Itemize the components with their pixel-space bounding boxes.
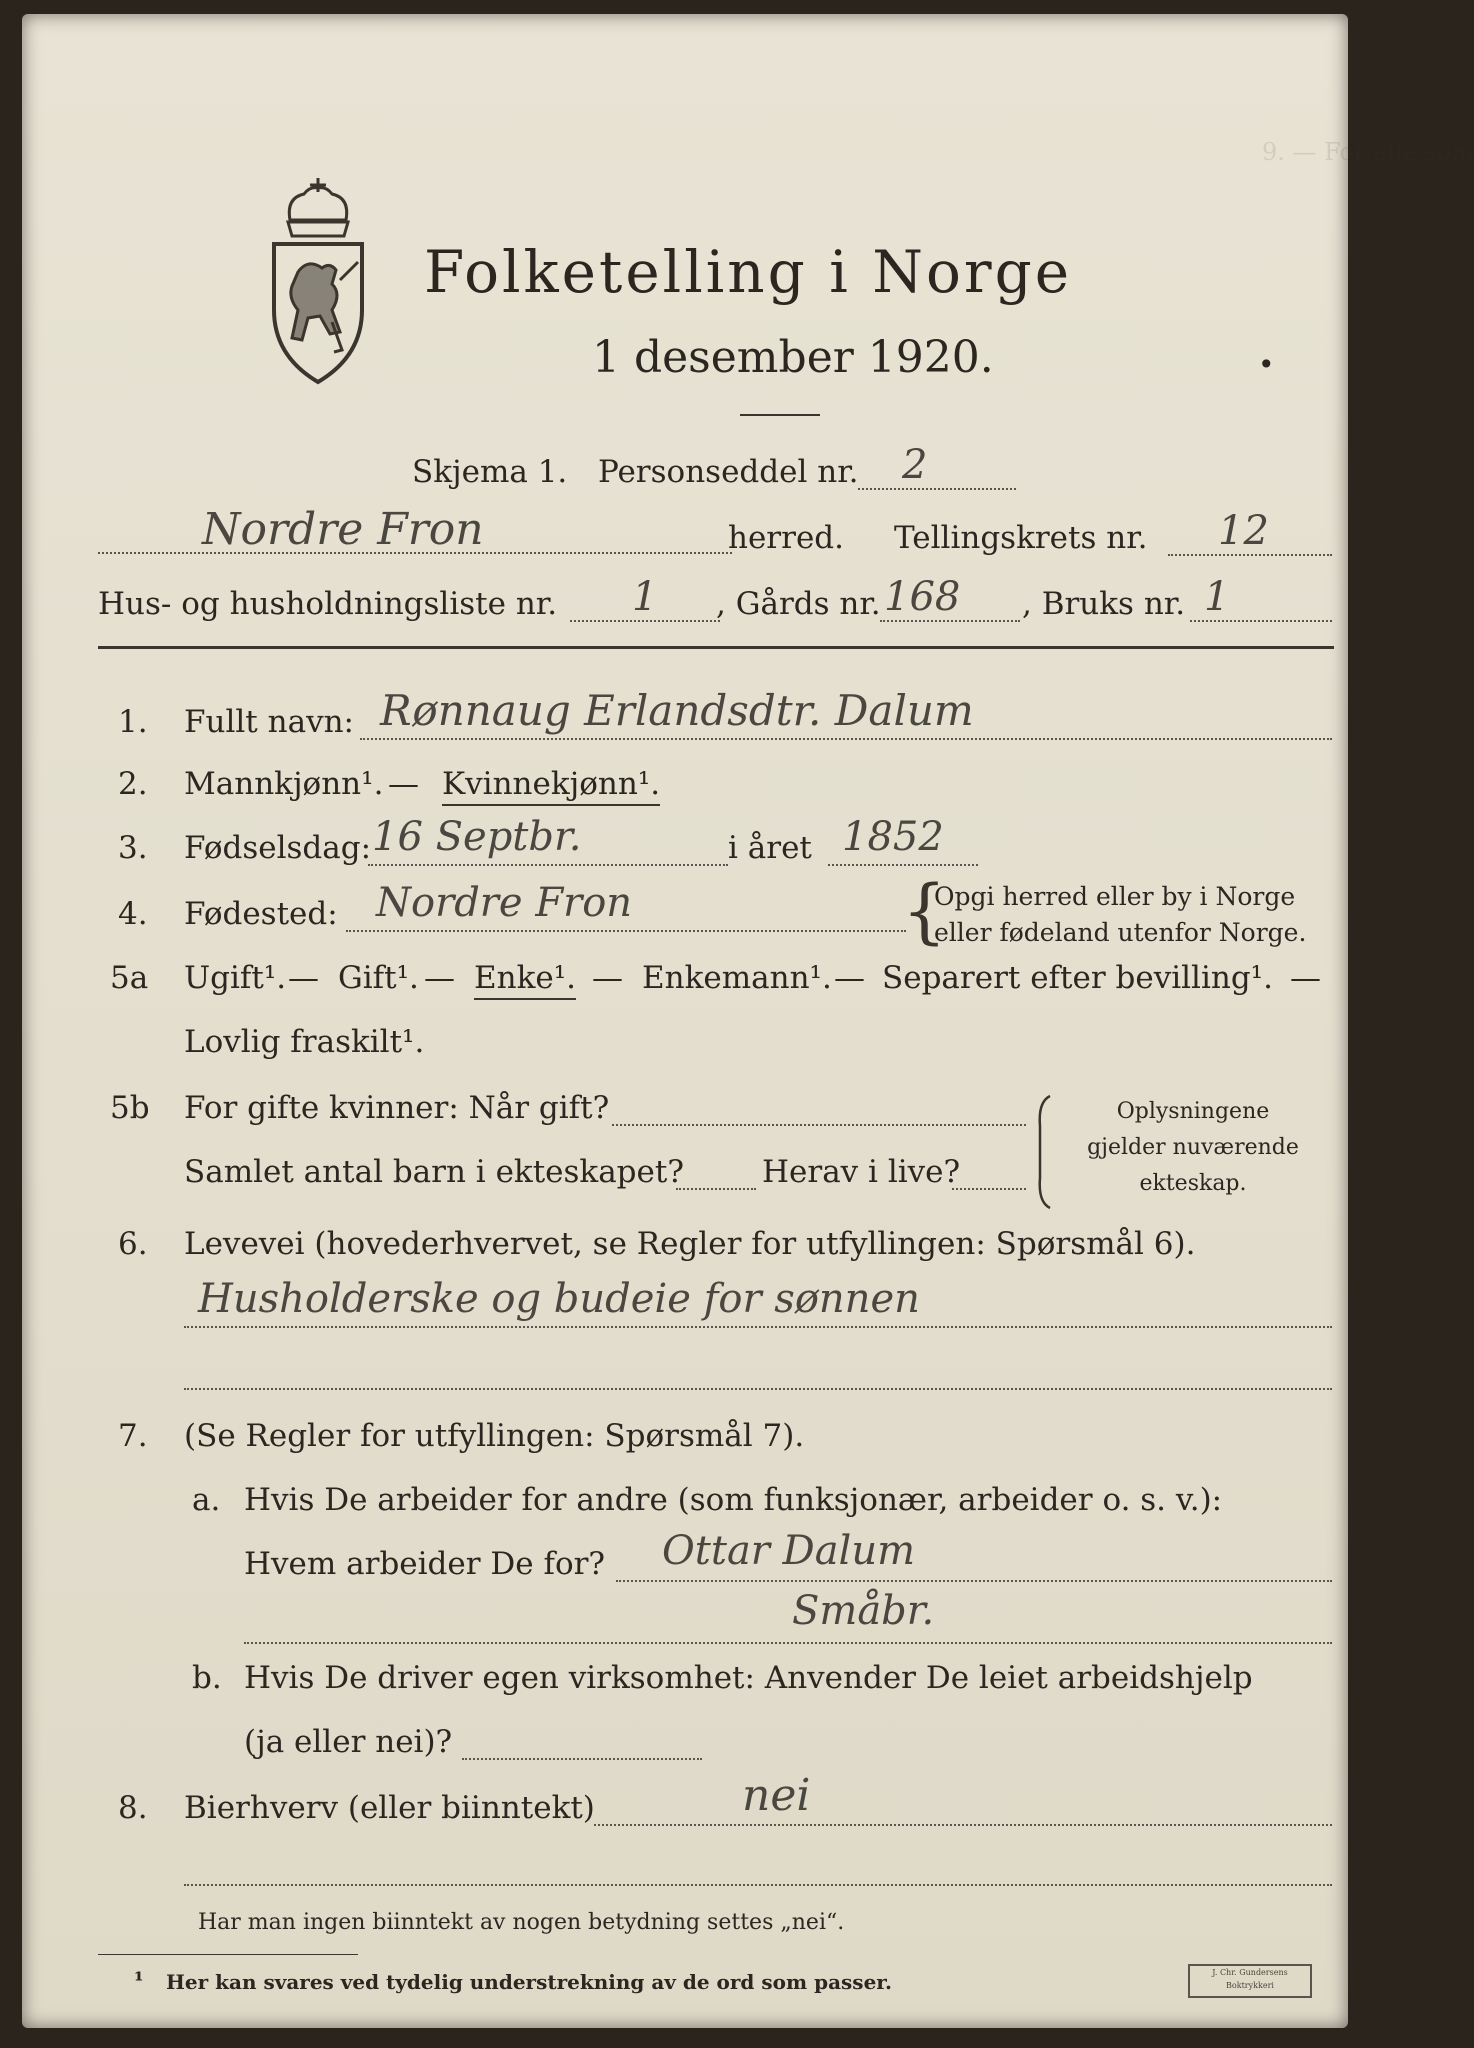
q5b-note-3: ekteskap. — [1139, 1171, 1247, 1196]
birth-year-value[interactable]: 1852 — [842, 814, 944, 860]
q8-number: 8. — [118, 1790, 148, 1826]
birthday-value[interactable]: 16 Septbr. — [372, 814, 582, 860]
q6-line-1 — [184, 1326, 1332, 1328]
q5a-dash-3: — — [592, 960, 623, 996]
q7b-line[interactable] — [462, 1758, 702, 1760]
form-date: 1 desember 1920. — [592, 332, 994, 383]
title-divider — [740, 414, 820, 416]
occupation-value[interactable]: Husholderske og budeie for sønnen — [198, 1276, 920, 1322]
q2-male[interactable]: Mannkjønn¹. — [184, 766, 384, 802]
gards-value[interactable]: 168 — [884, 574, 961, 620]
q5b-note-1: Oplysningene — [1116, 1099, 1270, 1124]
q4-note-2: eller fødeland utenfor Norge. — [934, 918, 1307, 947]
q5a-ugift[interactable]: Ugift¹. — [184, 960, 287, 996]
full-name-value[interactable]: Rønnaug Erlandsdtr. Dalum — [380, 686, 974, 735]
tellingskrets-value[interactable]: 12 — [1218, 508, 1269, 554]
q7a-question: Hvem arbeider De for? — [244, 1546, 606, 1582]
personseddel-label: Personseddel nr. — [598, 454, 859, 490]
q1-line — [360, 738, 1332, 740]
tellingskrets-label: Tellingskrets nr. — [894, 520, 1148, 556]
q2-sep: — — [388, 766, 419, 802]
q8-label: Bierhverv (eller biinntekt) — [184, 1790, 595, 1826]
printer-stamp: J. Chr. Gundersens Boktrykkeri — [1188, 1964, 1312, 1998]
q8-line-2[interactable] — [184, 1884, 1332, 1886]
header-divider — [98, 646, 1334, 649]
census-form-page — [22, 14, 1474, 2028]
q7a-line-2 — [244, 1642, 1332, 1644]
coat-of-arms-icon — [260, 172, 376, 394]
q5b-alive-line[interactable] — [952, 1188, 1026, 1190]
footer-note: Har man ingen biinntekt av nogen betydning settes „nei“. — [198, 1910, 845, 1935]
q2-number: 2. — [118, 766, 148, 802]
q3-label: Fødselsdag: — [184, 830, 372, 866]
tellingskrets-line — [1168, 554, 1332, 556]
q7a-number: a. — [192, 1482, 221, 1518]
skjema-label: Skjema 1. — [412, 454, 568, 490]
side-income-value[interactable]: nei — [742, 1770, 811, 1821]
footnote-rule — [98, 1954, 358, 1955]
bleed-through-text: 9. — For alle som — [1262, 138, 1474, 166]
employer-value[interactable]: Ottar Dalum — [662, 1528, 916, 1574]
q7a-line-1 — [616, 1580, 1332, 1582]
q3-year-line — [828, 864, 978, 866]
q7b-number: b. — [192, 1660, 222, 1696]
q7b-label: Hvis De driver egen virksomhet: Anvender De leiet arbeidshjelp — [244, 1660, 1253, 1696]
gards-line — [880, 620, 1020, 622]
q6-line-2[interactable] — [184, 1388, 1332, 1390]
q5a-dash-4: — — [834, 960, 865, 996]
q7-number: 7. — [118, 1418, 148, 1454]
q4-number: 4. — [118, 896, 148, 932]
q4-line — [346, 930, 906, 932]
q5b-label-alive: Herav i live? — [762, 1154, 961, 1190]
q7b-question: (ja eller nei)? — [244, 1724, 453, 1760]
herred-label: herred. — [728, 520, 844, 556]
q4-label: Fødested: — [184, 896, 338, 932]
ink-dot: • — [1258, 348, 1275, 381]
q5a-dash-2: — — [424, 960, 455, 996]
gards-label: , Gårds nr. — [716, 586, 881, 622]
q5b-label-children: Samlet antal barn i ekteskapet? — [184, 1154, 684, 1190]
q2-female[interactable]: Kvinnekjønn¹. — [442, 766, 660, 806]
form-title: Folketelling i Norge — [424, 238, 1073, 306]
q8-line-1 — [594, 1824, 1332, 1826]
employer-note-value[interactable]: Småbr. — [792, 1588, 935, 1634]
q5a-separert[interactable]: Separert efter bevilling¹. — [882, 960, 1273, 996]
hus-line — [570, 620, 720, 622]
q3-number: 3. — [118, 830, 148, 866]
bruks-value[interactable]: 1 — [1204, 574, 1230, 620]
q7a-label: Hvis De arbeider for andre (som funksjonær, arbeider o. s. v.): — [244, 1482, 1223, 1518]
q5b-children-line[interactable] — [676, 1188, 756, 1190]
q5a-number: 5a — [110, 960, 149, 996]
q5b-married-line[interactable] — [612, 1124, 1026, 1126]
q5b-number: 5b — [110, 1090, 150, 1126]
hus-value[interactable]: 1 — [632, 574, 658, 620]
q3-year-label: i året — [728, 830, 812, 866]
q4-note-1: Opgi herred eller by i Norge — [934, 882, 1296, 911]
personseddel-value[interactable]: 2 — [902, 442, 928, 488]
hus-label: Hus- og husholdningsliste nr. — [98, 586, 558, 622]
q5a-dash-5: — — [1290, 960, 1321, 996]
q5b-note-2: gjelder nuværende — [1087, 1135, 1299, 1160]
birthplace-value[interactable]: Nordre Fron — [376, 880, 633, 926]
q6-number: 6. — [118, 1226, 148, 1262]
q1-number: 1. — [118, 704, 148, 740]
footnote-mark: ¹ — [134, 1968, 144, 1994]
q5a-enke[interactable]: Enke¹. — [474, 960, 576, 1000]
bruks-line — [1190, 620, 1332, 622]
q7-label: (Se Regler for utfyllingen: Spørsmål 7). — [184, 1418, 805, 1454]
q3-line — [368, 864, 728, 866]
q5b-label-married: For gifte kvinner: Når gift? — [184, 1090, 610, 1126]
q5a-dash-1: — — [288, 960, 319, 996]
personseddel-line — [858, 488, 1016, 490]
q5b-bracket — [1032, 1092, 1054, 1212]
q6-label: Levevei (hovederhvervet, se Regler for utfyllingen: Spørsmål 6). — [184, 1226, 1196, 1262]
footnote-text: Her kan svares ved tydelig understrekning av de ord som passer. — [166, 1970, 892, 1994]
q4-brace: { — [902, 870, 947, 952]
q5a-enkemann[interactable]: Enkemann¹. — [642, 960, 832, 996]
q1-label: Fullt navn: — [184, 704, 354, 740]
bruks-label: , Bruks nr. — [1022, 586, 1186, 622]
q5a-gift[interactable]: Gift¹. — [338, 960, 419, 996]
herred-value[interactable]: Nordre Fron — [202, 504, 484, 555]
q5a-fraskilt[interactable]: Lovlig fraskilt¹. — [184, 1024, 425, 1060]
